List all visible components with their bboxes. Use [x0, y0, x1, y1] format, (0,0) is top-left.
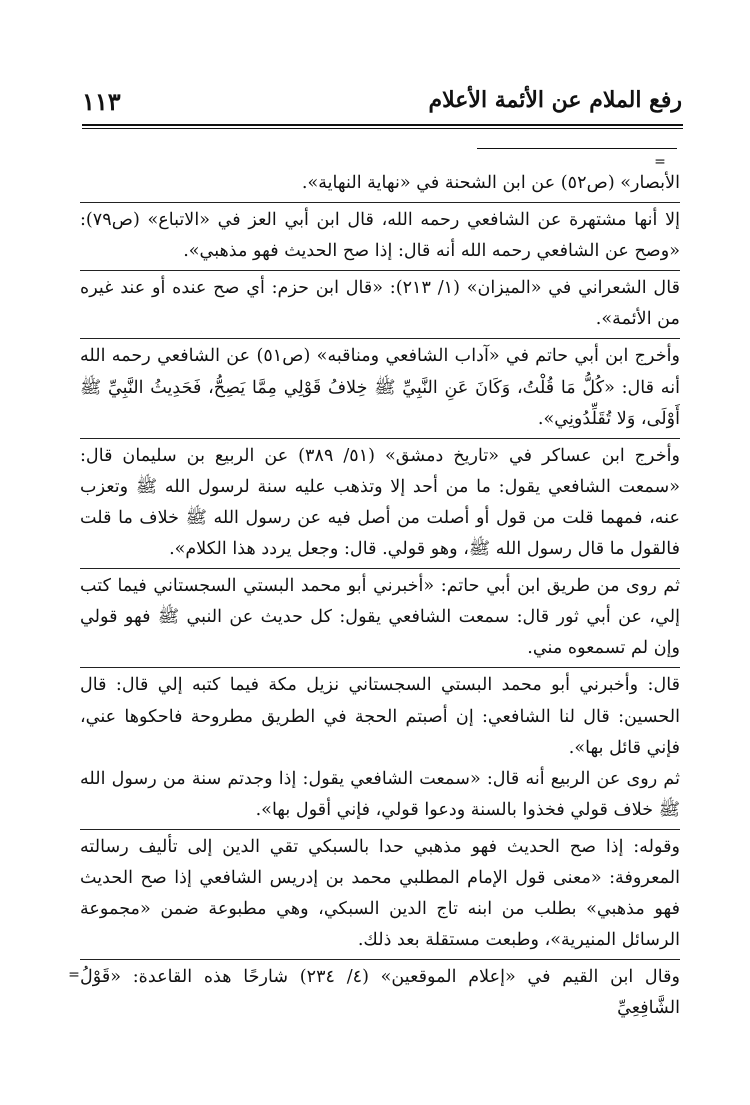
paragraph-1: الأبصار» (ص٥٢) عن ابن الشحنة في «نهاية النهاية». — [301, 173, 680, 193]
paragraph-separator — [80, 338, 680, 339]
paragraph-separator — [80, 959, 680, 960]
header-rule — [82, 124, 683, 129]
paragraph-8: ثم روى عن الربيع أنه قال: «سمعت الشافعي يقول: إذا وجدتم سنة من رسول الله ﷺ خلاف قولي فخذوا بالسنة ودعوا قولي، فإني أقول بها». — [80, 768, 680, 820]
paragraph-9: وقوله: إذا صح الحديث فهو مذهبي حدا بالسبكي تقي الدين إلى تأليف رسالته المعروفة: «معنى قول الإمام المطلبي محمد بن إدريس الشافعي إذا صح الحديث فهو مذهبي» بطلب من ابنه تاج الدين السبكي، وهي مطبوعة ضمن «مجموعة الرسائل المنيرية»، وطبعت مستقلة بعد ذلك. — [80, 836, 680, 951]
paragraph-2: إلا أنها مشتهرة عن الشافعي رحمه الله، قال ابن أبي العز في «الاتباع» (ص٧٩): «وصح عن الشافعي رحمه الله أنه قال: إذا صح الحديث فهو مذهبي». — [80, 210, 680, 262]
paragraph-separator — [80, 438, 680, 439]
running-title: رفع الملام عن الأئمة الأعلام — [428, 87, 682, 113]
paragraph-7: قال: وأخبرني أبو محمد البستي السجستاني نزيل مكة فيما كتبه إلي قال: قال الحسين: قال لنا الشافعي: إن أصبتم الحجة في الطريق مطروحة فاحكوها عني، فإني قائل بها». — [80, 675, 680, 758]
paragraph-separator — [80, 829, 680, 830]
page-number: ١١٣ — [82, 87, 121, 116]
paragraph-4: وأخرج ابن أبي حاتم في «آداب الشافعي ومناقبه» (ص٥١) عن الشافعي رحمه الله أنه قال: «كُلُّ مَا قُلْتُ، وَكَانَ عَنِ النَّبِيِّ ﷺ خِلافُ قَوْلِي مِمَّا يَصِحُّ، فَحَدِيثُ النَّبِيِّ ﷺ أَوْلَى، وَلا تُقَلِّدُونِي». — [80, 346, 680, 429]
paragraph-separator — [80, 568, 680, 569]
paragraph-separator — [80, 270, 680, 271]
footnote-continuation-mark-bottom: = — [68, 967, 80, 983]
paragraph-5: وأخرج ابن عساكر في «تاريخ دمشق» (٥١/ ٣٨٩) عن الربيع بن سليمان قال: «سمعت الشافعي يقول: ما من أحد إلا وتذهب عليه سنة لرسول الله ﷺ وتعزب عنه، فمهما قلت من قول أو أصلت من أصل فيه عن رسول الله ﷺ خلاف ما قلت فالقول ما قال رسول الله ﷺ، وهو قولي. قال: وجعل يردد هذا الكلام». — [80, 445, 680, 560]
paragraph-6: ثم روى من طريق ابن أبي حاتم: «أخبرني أبو محمد البستي السجستاني فيما كتب إلي، عن أبي ثور قال: سمعت الشافعي يقول: كل حديث عن النبي ﷺ فهو قولي وإن لم تسمعوه مني. — [80, 576, 680, 659]
paragraph-separator — [80, 202, 680, 203]
page-header — [82, 85, 682, 121]
paragraph-separator — [80, 667, 680, 668]
footnote-body — [80, 168, 680, 1024]
paragraph-10: وقال ابن القيم في «إعلام الموقعين» (٤/ ٢٣٤) شارحًا هذه القاعدة: «قَوْلُ الشَّافِعِيِّ — [80, 967, 680, 1019]
footnote-continuation-mark-top: = — [654, 154, 666, 170]
paragraph-3: قال الشعراني في «الميزان» (١/ ٢١٣): «قال ابن حزم: أي صح عنده أو عند غيره من الأئمة». — [80, 278, 680, 330]
footnote-separator — [477, 148, 677, 149]
